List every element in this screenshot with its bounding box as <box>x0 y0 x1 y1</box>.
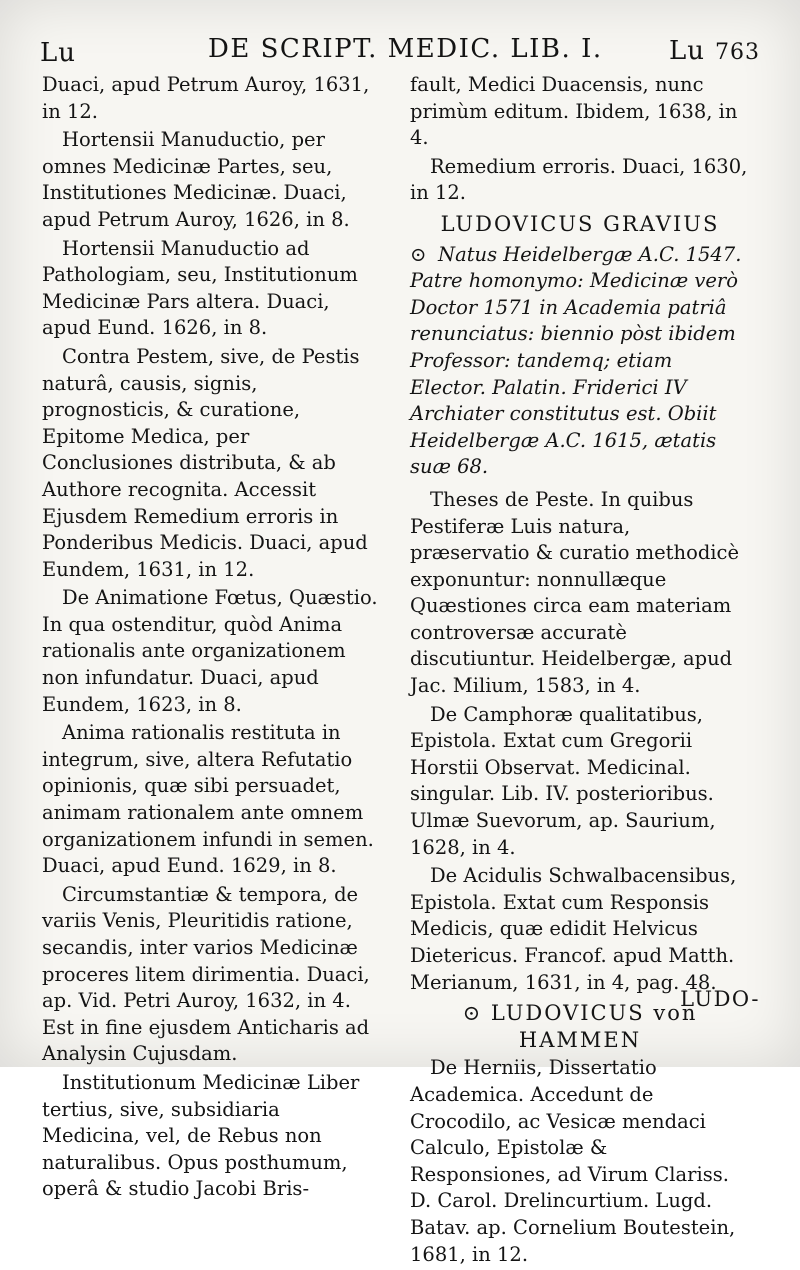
right-entries-bottom <box>410 1055 750 1268</box>
right-column <box>410 72 750 1270</box>
bibliography-entry: Contra Pestem, sive, de Pestis naturâ, causis, signis, prognosticis, & curatione, Epitome Medica, per Conclusiones distributa, & ab Authore recognita. Accessit Ejusdem Remedium erroris in Ponderibus Medicis. Duaci, apud Eundem, 1631, in 12. <box>42 344 368 581</box>
header-right <box>669 36 760 66</box>
bibliography-entry: Hortensii Manuductio, per omnes Medicinæ Partes, seu, Institutiones Medicinæ. Duaci, apud Petrum Auroy, 1626, in 8. <box>42 128 350 231</box>
bibliography-entry: Circumstantiæ & tempora, de variis Venis, Pleuritidis ratione, secandis, inter varios Medicinæ proceres litem dirimentia. Duaci, ap. Vid. Petri Auroy, 1632, in 4. Est in fine ejusdem Anticharis ad Analysin Cujusdam. <box>42 882 370 1066</box>
bibliography-entry: Anima rationalis restituta in integrum, sive, altera Refutatio opinionis, quæ sibi persuadet, animam rationalem ante omnem organizationem infundi in semen. Duaci, apud Eund. 1629, in 8. <box>42 721 374 878</box>
bibliography-entry: De Acidulis Schwalbacensibus, Epistola. Extat cum Responsis Medicis, quæ edidit Helvicus Dietericus. Francof. apud Matth. Merianum, 1631, in 4, pag. 48. <box>410 864 737 994</box>
bibliography-entry: De Animatione Fœtus, Quæstio. In qua ostenditur, quòd Anima rationalis ante organizationem non infundatur. Duaci, apud Eundem, 1623, in 8. <box>42 586 378 716</box>
bibliography-entry: Remedium erroris. Duaci, 1630, in 12. <box>410 154 748 205</box>
bibliography-entry: Institutionum Medicinæ Liber tertius, sive, subsidiaria Medicina, vel, de Rebus non naturalibus. Opus posthumum, operâ & studio Jacobi Bris- <box>42 1070 360 1201</box>
bibliography-entry: De Herniis, Dissertatio Academica. Accedunt de Crocodilo, ac Vesicæ mendaci Calculo, Epistolæ & Responsiones, ad Virum Clariss. D. Carol. Drelincurtium. Lugd. Batav. ap. Cornelium Boutestein, 1681, in 12. <box>410 1056 736 1266</box>
header-title: DE SCRIPT. MEDIC. LIB. I. <box>208 34 603 64</box>
header-left-letters: Lu <box>40 38 77 68</box>
bibliography-entry: De Camphoræ qualitatibus, Epistola. Extat cum Gregorii Horstii Observat. Medicinal. singular. Lib. IV. posterioribus. Ulmæ Suevorum, ap. Saurium, 1628, in 4. <box>410 702 716 859</box>
bibliography-entry: Theses de Peste. In quibus Pestiferæ Luis natura, præservatio & curatio methodicè exponuntur: nonnullæque Quæstiones circa eam materiam controversæ accuratè discutiuntur. Heidelbergæ, apud Jac. Milium, 1583, in 4. <box>410 487 739 698</box>
bibliography-entry: Duaci, apud Petrum Auroy, 1631, in 12. <box>42 73 370 123</box>
bibliography-entry: Hortensii Manuductio ad Pathologiam, seu, Institutionum Medicinæ Pars altera. Duaci, apud Eund. 1626, in 8. <box>42 236 358 340</box>
page-number: 763 <box>715 40 760 65</box>
header-right-letters: Lu <box>668 36 705 66</box>
right-entries-top <box>410 72 750 207</box>
author-heading-gravius: LUDOVICUS GRAVIUS <box>440 211 720 236</box>
bibliography-entry: fault, Medici Duacensis, nunc primùm editum. Ibidem, 1638, in 4. <box>410 73 738 150</box>
author-biography <box>410 242 750 481</box>
left-column <box>42 72 382 1205</box>
catchword: LUDO- <box>680 987 760 1011</box>
author-heading-text: LUDOVICUS von HAMMEN <box>490 1001 698 1052</box>
running-header <box>40 32 760 72</box>
circle-dot-icon: ⊙ <box>462 1001 483 1026</box>
right-entries-middle <box>410 487 750 996</box>
biography-text: Natus Heidelbergæ A.C. 1547. Patre homonymo: Medicinæ verò Doctor 1571 in Academia patriâ renunciatus: biennio pòst ibidem Professor: tandemq; etiam Elector. Palatin. Friderici IV Archiater constitutus est. Obiit Heidelbergæ A.C. 1615, ætatis suæ 68. <box>410 242 742 479</box>
circle-dot-icon: ⊙ <box>410 242 427 266</box>
